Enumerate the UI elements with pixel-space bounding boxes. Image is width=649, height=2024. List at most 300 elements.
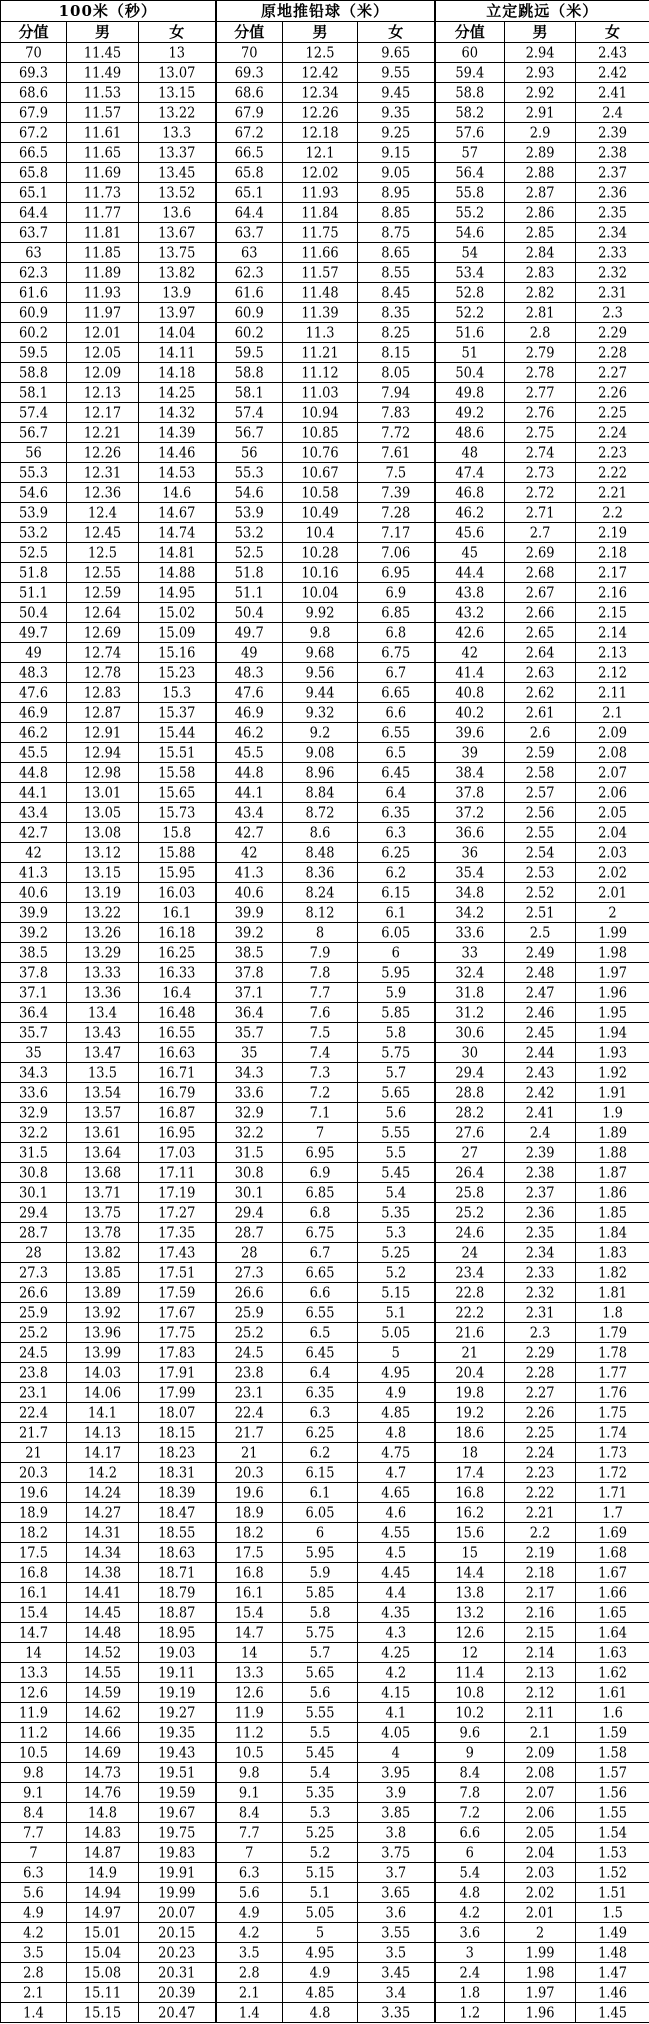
male-cell: 2.21 bbox=[505, 1501, 576, 1524]
score-cell: 39.9 bbox=[1, 901, 67, 924]
female-cell: 4.1 bbox=[358, 1701, 435, 1724]
male-cell: 6.65 bbox=[283, 1261, 358, 1284]
male-cell: 15.04 bbox=[67, 1941, 139, 1964]
table-row bbox=[1, 443, 649, 463]
score-cell: 43.8 bbox=[435, 581, 505, 604]
male-cell: 2.92 bbox=[505, 81, 576, 104]
female-cell: 1.59 bbox=[576, 1721, 649, 1744]
male-cell: 2.43 bbox=[505, 1061, 576, 1084]
score-cell: 50.4 bbox=[1, 601, 67, 624]
female-cell: 14.18 bbox=[139, 361, 216, 384]
score-cell: 43.4 bbox=[1, 801, 67, 824]
score-cell: 35 bbox=[1, 1041, 67, 1064]
male-cell: 8.48 bbox=[283, 841, 358, 864]
score-cell: 13.2 bbox=[435, 1601, 505, 1624]
female-cell: 1.56 bbox=[576, 1781, 649, 1804]
score-cell: 64.4 bbox=[1, 201, 67, 224]
male-cell: 14.87 bbox=[67, 1841, 139, 1864]
score-cell: 62.3 bbox=[1, 261, 67, 284]
male-cell: 2.32 bbox=[505, 1281, 576, 1304]
female-cell: 2.18 bbox=[576, 541, 649, 564]
male-cell: 11.69 bbox=[67, 161, 139, 184]
male-cell: 12.05 bbox=[67, 341, 139, 364]
male-cell: 12.78 bbox=[67, 661, 139, 684]
male-cell: 12.4 bbox=[67, 501, 139, 524]
score-cell: 60.9 bbox=[1, 301, 67, 324]
male-cell: 12.09 bbox=[67, 361, 139, 384]
score-cell: 17.5 bbox=[216, 1541, 283, 1564]
score-cell: 29.4 bbox=[435, 1061, 505, 1084]
male-cell: 2.71 bbox=[505, 501, 576, 524]
female-cell: 20.07 bbox=[139, 1901, 216, 1924]
score-cell: 58.2 bbox=[435, 101, 505, 124]
male-cell: 12.5 bbox=[283, 41, 358, 64]
female-cell: 14.95 bbox=[139, 581, 216, 604]
score-cell: 39.9 bbox=[216, 901, 283, 924]
male-cell: 2.39 bbox=[505, 1141, 576, 1164]
male-cell: 4.9 bbox=[283, 1961, 358, 1984]
female-cell: 15.73 bbox=[139, 801, 216, 824]
male-cell: 5.85 bbox=[283, 1581, 358, 1604]
score-cell: 28.8 bbox=[435, 1081, 505, 1104]
score-cell: 26.6 bbox=[216, 1281, 283, 1304]
male-cell: 7.6 bbox=[283, 1001, 358, 1024]
male-cell: 15.01 bbox=[67, 1921, 139, 1944]
male-cell: 11.66 bbox=[283, 241, 358, 264]
male-cell: 12.17 bbox=[67, 401, 139, 424]
score-cell: 44.8 bbox=[1, 761, 67, 784]
female-cell: 2.13 bbox=[576, 641, 649, 664]
male-cell: 2.77 bbox=[505, 381, 576, 404]
male-cell: 2.26 bbox=[505, 1401, 576, 1424]
female-cell: 13.22 bbox=[139, 101, 216, 124]
score-cell: 47.6 bbox=[1, 681, 67, 704]
female-cell: 20.15 bbox=[139, 1921, 216, 1944]
score-cell: 40.8 bbox=[435, 681, 505, 704]
male-cell: 2.38 bbox=[505, 1161, 576, 1184]
female-cell: 16.18 bbox=[139, 921, 216, 944]
female-cell: 1.54 bbox=[576, 1821, 649, 1844]
female-cell: 7.83 bbox=[358, 401, 435, 424]
table-row bbox=[1, 483, 649, 503]
female-cell: 19.43 bbox=[139, 1741, 216, 1764]
score-cell: 21.6 bbox=[435, 1321, 505, 1344]
male-cell: 2.74 bbox=[505, 441, 576, 464]
column-header-male: 男 bbox=[283, 22, 358, 43]
female-cell: 19.03 bbox=[139, 1641, 216, 1664]
score-cell: 10.5 bbox=[1, 1741, 67, 1764]
female-cell: 14.67 bbox=[139, 501, 216, 524]
table-row bbox=[1, 1763, 649, 1783]
male-cell: 11.61 bbox=[67, 121, 139, 144]
male-cell: 2.72 bbox=[505, 481, 576, 504]
table-row bbox=[1, 623, 649, 643]
score-cell: 53.4 bbox=[435, 261, 505, 284]
score-cell: 11.4 bbox=[435, 1661, 505, 1684]
male-cell: 2.02 bbox=[505, 1881, 576, 1904]
table-row bbox=[1, 1883, 649, 1903]
score-cell: 33.6 bbox=[1, 1081, 67, 1104]
score-cell: 28.7 bbox=[1, 1221, 67, 1244]
female-cell: 4.9 bbox=[358, 1381, 435, 1404]
female-cell: 2.43 bbox=[576, 41, 649, 64]
female-cell: 16.25 bbox=[139, 941, 216, 964]
male-cell: 13.5 bbox=[67, 1061, 139, 1084]
female-cell: 13.9 bbox=[139, 281, 216, 304]
score-cell: 53.2 bbox=[216, 521, 283, 544]
male-cell: 12.36 bbox=[67, 481, 139, 504]
table-row bbox=[1, 1663, 649, 1683]
female-cell: 18.23 bbox=[139, 1441, 216, 1464]
male-cell: 14.73 bbox=[67, 1761, 139, 1784]
female-cell: 18.71 bbox=[139, 1561, 216, 1584]
score-cell: 35.7 bbox=[216, 1021, 283, 1044]
female-cell: 6.8 bbox=[358, 621, 435, 644]
female-cell: 16.33 bbox=[139, 961, 216, 984]
female-cell: 17.59 bbox=[139, 1281, 216, 1304]
table-row bbox=[1, 1143, 649, 1163]
male-cell: 15.15 bbox=[67, 2001, 139, 2024]
column-header-female: 女 bbox=[358, 22, 435, 43]
male-cell: 10.94 bbox=[283, 401, 358, 424]
male-cell: 13.05 bbox=[67, 801, 139, 824]
score-cell: 14.4 bbox=[435, 1561, 505, 1584]
female-cell: 9.35 bbox=[358, 101, 435, 124]
score-cell: 47.6 bbox=[216, 681, 283, 704]
male-cell: 12.55 bbox=[67, 561, 139, 584]
female-cell: 1.72 bbox=[576, 1461, 649, 1484]
score-cell: 70 bbox=[1, 41, 67, 64]
score-cell: 65.1 bbox=[1, 181, 67, 204]
male-cell: 15.08 bbox=[67, 1961, 139, 1984]
score-cell: 28.2 bbox=[435, 1101, 505, 1124]
table-row bbox=[1, 463, 649, 483]
male-cell: 2.1 bbox=[505, 1721, 576, 1744]
score-cell: 37.8 bbox=[216, 961, 283, 984]
score-cell: 11.9 bbox=[1, 1701, 67, 1724]
male-cell: 2.14 bbox=[505, 1641, 576, 1664]
score-cell: 16.2 bbox=[435, 1501, 505, 1524]
score-cell: 37.8 bbox=[435, 781, 505, 804]
table-row bbox=[1, 2003, 649, 2023]
score-cell: 59.5 bbox=[216, 341, 283, 364]
female-cell: 17.83 bbox=[139, 1341, 216, 1364]
female-cell: 1.88 bbox=[576, 1141, 649, 1164]
male-cell: 2.06 bbox=[505, 1801, 576, 1824]
female-cell: 1.77 bbox=[576, 1361, 649, 1384]
score-cell: 32.9 bbox=[1, 1101, 67, 1124]
table-row bbox=[1, 343, 649, 363]
male-cell: 6.1 bbox=[283, 1481, 358, 1504]
score-cell: 67.9 bbox=[216, 101, 283, 124]
score-cell: 24.6 bbox=[435, 1221, 505, 1244]
female-cell: 19.67 bbox=[139, 1801, 216, 1824]
female-cell: 1.91 bbox=[576, 1081, 649, 1104]
female-cell: 5.65 bbox=[358, 1081, 435, 1104]
female-cell: 16.4 bbox=[139, 981, 216, 1004]
female-cell: 3.65 bbox=[358, 1881, 435, 1904]
male-cell: 5.55 bbox=[283, 1701, 358, 1724]
female-cell: 2.41 bbox=[576, 81, 649, 104]
table-row bbox=[1, 103, 649, 123]
table-row bbox=[1, 1103, 649, 1123]
score-cell: 65.8 bbox=[216, 161, 283, 184]
male-cell: 11.73 bbox=[67, 181, 139, 204]
column-header-score: 分值 bbox=[1, 22, 67, 43]
female-cell: 13.82 bbox=[139, 261, 216, 284]
score-cell: 15.6 bbox=[435, 1521, 505, 1544]
score-cell: 29.4 bbox=[216, 1201, 283, 1224]
female-cell: 18.95 bbox=[139, 1621, 216, 1644]
male-cell: 2.94 bbox=[505, 41, 576, 64]
male-cell: 6.05 bbox=[283, 1501, 358, 1524]
score-cell: 5.4 bbox=[435, 1861, 505, 1884]
score-cell: 36.4 bbox=[216, 1001, 283, 1024]
female-cell: 15.51 bbox=[139, 741, 216, 764]
male-cell: 12.34 bbox=[283, 81, 358, 104]
female-cell: 5.25 bbox=[358, 1241, 435, 1264]
female-cell: 15.44 bbox=[139, 721, 216, 744]
female-cell: 1.85 bbox=[576, 1201, 649, 1224]
score-cell: 27 bbox=[435, 1141, 505, 1164]
male-cell: 10.49 bbox=[283, 501, 358, 524]
male-cell: 7.7 bbox=[283, 981, 358, 1004]
male-cell: 6.25 bbox=[283, 1421, 358, 1444]
female-cell: 1.87 bbox=[576, 1161, 649, 1184]
score-cell: 52.5 bbox=[216, 541, 283, 564]
female-cell: 2.4 bbox=[576, 101, 649, 124]
female-cell: 3.35 bbox=[358, 2001, 435, 2024]
score-cell: 54 bbox=[435, 241, 505, 264]
female-cell: 19.91 bbox=[139, 1861, 216, 1884]
male-cell: 10.16 bbox=[283, 561, 358, 584]
male-cell: 11.89 bbox=[67, 261, 139, 284]
male-cell: 2.36 bbox=[505, 1201, 576, 1224]
score-cell: 42 bbox=[216, 841, 283, 864]
female-cell: 1.97 bbox=[576, 961, 649, 984]
female-cell: 14.32 bbox=[139, 401, 216, 424]
table-row bbox=[1, 383, 649, 403]
table-row bbox=[1, 1703, 649, 1723]
female-cell: 13.15 bbox=[139, 81, 216, 104]
male-cell: 14.1 bbox=[67, 1401, 139, 1424]
score-cell: 34.3 bbox=[1, 1061, 67, 1084]
score-cell: 33.6 bbox=[216, 1081, 283, 1104]
score-cell: 20.3 bbox=[216, 1461, 283, 1484]
female-cell: 15.95 bbox=[139, 861, 216, 884]
male-cell: 14.03 bbox=[67, 1361, 139, 1384]
female-cell: 4.55 bbox=[358, 1521, 435, 1544]
score-cell: 36.4 bbox=[1, 1001, 67, 1024]
female-cell: 2.25 bbox=[576, 401, 649, 424]
male-cell: 8 bbox=[283, 921, 358, 944]
male-cell: 2.34 bbox=[505, 1241, 576, 1264]
score-cell: 49.2 bbox=[435, 401, 505, 424]
female-cell: 1.61 bbox=[576, 1681, 649, 1704]
female-cell: 17.11 bbox=[139, 1161, 216, 1184]
table-row bbox=[1, 683, 649, 703]
male-cell: 11.53 bbox=[67, 81, 139, 104]
male-cell: 2.49 bbox=[505, 941, 576, 964]
score-cell: 40.2 bbox=[435, 701, 505, 724]
score-cell: 15.4 bbox=[216, 1601, 283, 1624]
score-cell: 28 bbox=[1, 1241, 67, 1264]
female-cell: 8.45 bbox=[358, 281, 435, 304]
score-cell: 43.4 bbox=[216, 801, 283, 824]
table-row bbox=[1, 1743, 649, 1763]
score-cell: 37.1 bbox=[216, 981, 283, 1004]
score-cell: 4.2 bbox=[435, 1901, 505, 1924]
male-cell: 2.45 bbox=[505, 1021, 576, 1044]
table-row bbox=[1, 603, 649, 623]
male-cell: 14.13 bbox=[67, 1421, 139, 1444]
table-row bbox=[1, 1443, 649, 1463]
female-cell: 13.52 bbox=[139, 181, 216, 204]
score-cell: 25.2 bbox=[216, 1321, 283, 1344]
female-cell: 14.46 bbox=[139, 441, 216, 464]
score-cell: 34.2 bbox=[435, 901, 505, 924]
score-cell: 16.8 bbox=[216, 1561, 283, 1584]
male-cell: 10.76 bbox=[283, 441, 358, 464]
female-cell: 19.75 bbox=[139, 1821, 216, 1844]
table-row bbox=[1, 1183, 649, 1203]
female-cell: 18.15 bbox=[139, 1421, 216, 1444]
score-cell: 13.3 bbox=[1, 1661, 67, 1684]
score-cell: 33.6 bbox=[435, 921, 505, 944]
male-cell: 2.19 bbox=[505, 1541, 576, 1564]
score-cell: 40.6 bbox=[1, 881, 67, 904]
male-cell: 9.2 bbox=[283, 721, 358, 744]
male-cell: 8.6 bbox=[283, 821, 358, 844]
female-cell: 14.04 bbox=[139, 321, 216, 344]
male-cell: 12.31 bbox=[67, 461, 139, 484]
male-cell: 5.6 bbox=[283, 1681, 358, 1704]
female-cell: 5.2 bbox=[358, 1261, 435, 1284]
male-cell: 14.52 bbox=[67, 1641, 139, 1664]
male-cell: 12.87 bbox=[67, 701, 139, 724]
male-cell: 2.23 bbox=[505, 1461, 576, 1484]
male-cell: 9.08 bbox=[283, 741, 358, 764]
female-cell: 20.47 bbox=[139, 2001, 216, 2024]
score-cell: 1.4 bbox=[1, 2001, 67, 2024]
male-cell: 2.3 bbox=[505, 1321, 576, 1344]
male-cell: 14.41 bbox=[67, 1581, 139, 1604]
score-cell: 45.5 bbox=[216, 741, 283, 764]
male-cell: 2.09 bbox=[505, 1741, 576, 1764]
female-cell: 18.87 bbox=[139, 1601, 216, 1624]
female-cell: 13.6 bbox=[139, 201, 216, 224]
score-cell: 60 bbox=[435, 41, 505, 64]
score-cell: 30.8 bbox=[1, 1161, 67, 1184]
female-cell: 14.88 bbox=[139, 561, 216, 584]
male-cell: 2.4 bbox=[505, 1121, 576, 1144]
score-cell: 9.8 bbox=[1, 1761, 67, 1784]
score-cell: 24 bbox=[435, 1241, 505, 1264]
score-cell: 2.1 bbox=[216, 1981, 283, 2004]
score-cell: 34.8 bbox=[435, 881, 505, 904]
score-cell: 2.4 bbox=[435, 1961, 505, 1984]
male-cell: 8.12 bbox=[283, 901, 358, 924]
male-cell: 2.47 bbox=[505, 981, 576, 1004]
female-cell: 1.89 bbox=[576, 1121, 649, 1144]
score-cell: 23.8 bbox=[216, 1361, 283, 1384]
male-cell: 2.85 bbox=[505, 221, 576, 244]
table-row bbox=[1, 1203, 649, 1223]
male-cell: 12.42 bbox=[283, 61, 358, 84]
male-cell: 11.84 bbox=[283, 201, 358, 224]
male-cell: 12.1 bbox=[283, 141, 358, 164]
female-cell: 17.91 bbox=[139, 1361, 216, 1384]
male-cell: 14.8 bbox=[67, 1801, 139, 1824]
score-cell: 17.5 bbox=[1, 1541, 67, 1564]
column-header-score: 分值 bbox=[435, 22, 505, 43]
female-cell: 5.35 bbox=[358, 1201, 435, 1224]
female-cell: 4.7 bbox=[358, 1461, 435, 1484]
score-cell: 15 bbox=[435, 1541, 505, 1564]
score-cell: 49.7 bbox=[216, 621, 283, 644]
female-cell: 2.22 bbox=[576, 461, 649, 484]
score-cell: 53.9 bbox=[216, 501, 283, 524]
score-cell: 18 bbox=[435, 1441, 505, 1464]
female-cell: 2.34 bbox=[576, 221, 649, 244]
male-cell: 2.79 bbox=[505, 341, 576, 364]
table-row bbox=[1, 983, 649, 1003]
male-cell: 2.42 bbox=[505, 1081, 576, 1104]
table-row bbox=[1, 1963, 649, 1983]
male-cell: 5.5 bbox=[283, 1721, 358, 1744]
male-cell: 4.8 bbox=[283, 2001, 358, 2024]
score-cell: 25.2 bbox=[435, 1201, 505, 1224]
score-cell: 42.7 bbox=[216, 821, 283, 844]
male-cell: 2.48 bbox=[505, 961, 576, 984]
female-cell: 1.83 bbox=[576, 1241, 649, 1264]
score-cell: 56 bbox=[216, 441, 283, 464]
score-cell: 6 bbox=[435, 1841, 505, 1864]
female-cell: 8.15 bbox=[358, 341, 435, 364]
score-cell: 38.5 bbox=[1, 941, 67, 964]
male-cell: 2.05 bbox=[505, 1821, 576, 1844]
score-cell: 38.5 bbox=[216, 941, 283, 964]
female-cell: 6.1 bbox=[358, 901, 435, 924]
score-cell: 6.3 bbox=[216, 1861, 283, 1884]
table-row bbox=[1, 363, 649, 383]
male-cell: 9.44 bbox=[283, 681, 358, 704]
female-cell: 1.55 bbox=[576, 1801, 649, 1824]
score-cell: 56.7 bbox=[216, 421, 283, 444]
male-cell: 2.63 bbox=[505, 661, 576, 684]
table-row bbox=[1, 1083, 649, 1103]
male-cell: 2.62 bbox=[505, 681, 576, 704]
male-cell: 11.81 bbox=[67, 221, 139, 244]
female-cell: 2.37 bbox=[576, 161, 649, 184]
female-cell: 1.49 bbox=[576, 1921, 649, 1944]
female-cell: 5.95 bbox=[358, 961, 435, 984]
score-cell: 7.7 bbox=[216, 1821, 283, 1844]
male-cell: 6.75 bbox=[283, 1221, 358, 1244]
male-cell: 6.9 bbox=[283, 1161, 358, 1184]
score-cell: 40.6 bbox=[216, 881, 283, 904]
table-row bbox=[1, 1843, 649, 1863]
male-cell: 14.97 bbox=[67, 1901, 139, 1924]
score-cell: 36.6 bbox=[435, 821, 505, 844]
male-cell: 2.66 bbox=[505, 601, 576, 624]
score-cell: 15.4 bbox=[1, 1601, 67, 1624]
male-cell: 5.35 bbox=[283, 1781, 358, 1804]
female-cell: 3.5 bbox=[358, 1941, 435, 1964]
score-cell: 22.4 bbox=[1, 1401, 67, 1424]
score-cell: 39.2 bbox=[1, 921, 67, 944]
score-cell: 7.8 bbox=[435, 1781, 505, 1804]
